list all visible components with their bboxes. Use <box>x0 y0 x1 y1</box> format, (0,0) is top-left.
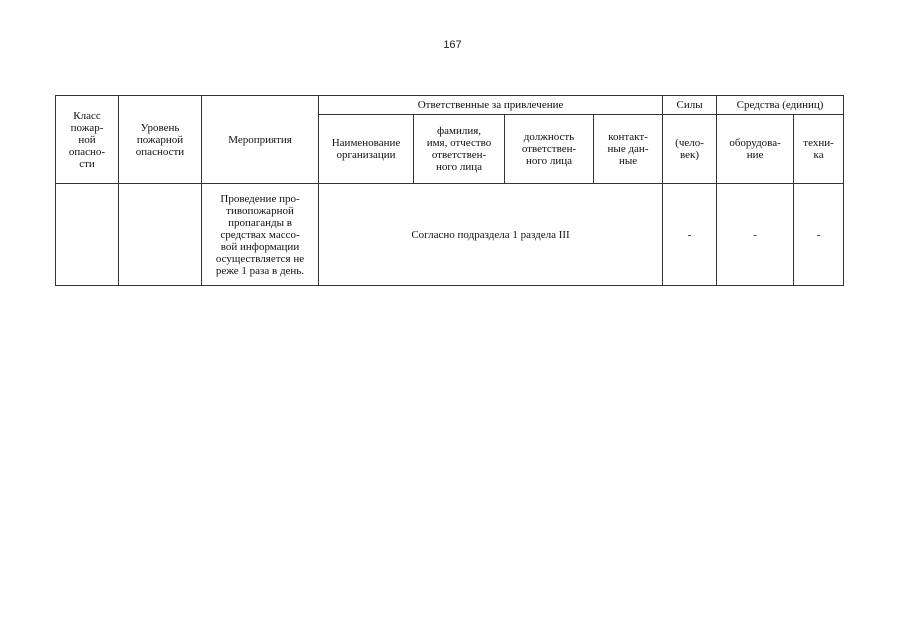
table-row <box>56 184 844 286</box>
header-means: Средства (единиц) <box>717 96 844 115</box>
header-class: Класс пожар- ной опасно- сти <box>56 96 119 184</box>
cell-forces: - <box>663 184 717 286</box>
subheader-organization: Наименование организации <box>319 115 414 184</box>
subheader-people: (чело- век) <box>663 115 717 184</box>
subheader-machinery: техни- ка <box>794 115 844 184</box>
page-number: 167 <box>443 39 462 51</box>
cell-equipment: - <box>717 184 794 286</box>
cell-level <box>119 184 202 286</box>
header-measures: Мероприятия <box>202 96 319 184</box>
subheader-position: должность ответствен- ного лица <box>505 115 594 184</box>
fire-measures-table <box>55 95 844 286</box>
header-forces: Силы <box>663 96 717 115</box>
cell-class <box>56 184 119 286</box>
cell-machinery: - <box>794 184 844 286</box>
subheader-equipment: оборудова- ние <box>717 115 794 184</box>
cell-measure: Проведение про- тивопожарной пропаганды в средствах массо- вой информации осуществляется не реже 1 раза в день. <box>202 184 319 286</box>
cell-responsible: Согласно подраздела 1 раздела III <box>319 184 663 286</box>
header-level: Уровень пожарной опасности <box>119 96 202 184</box>
table-header-row <box>56 96 844 115</box>
subheader-fio: фамилия, имя, отчество ответствен- ного лица <box>414 115 505 184</box>
header-responsible: Ответственные за привлечение <box>319 96 663 115</box>
subheader-contact: контакт- ные дан- ные <box>594 115 663 184</box>
